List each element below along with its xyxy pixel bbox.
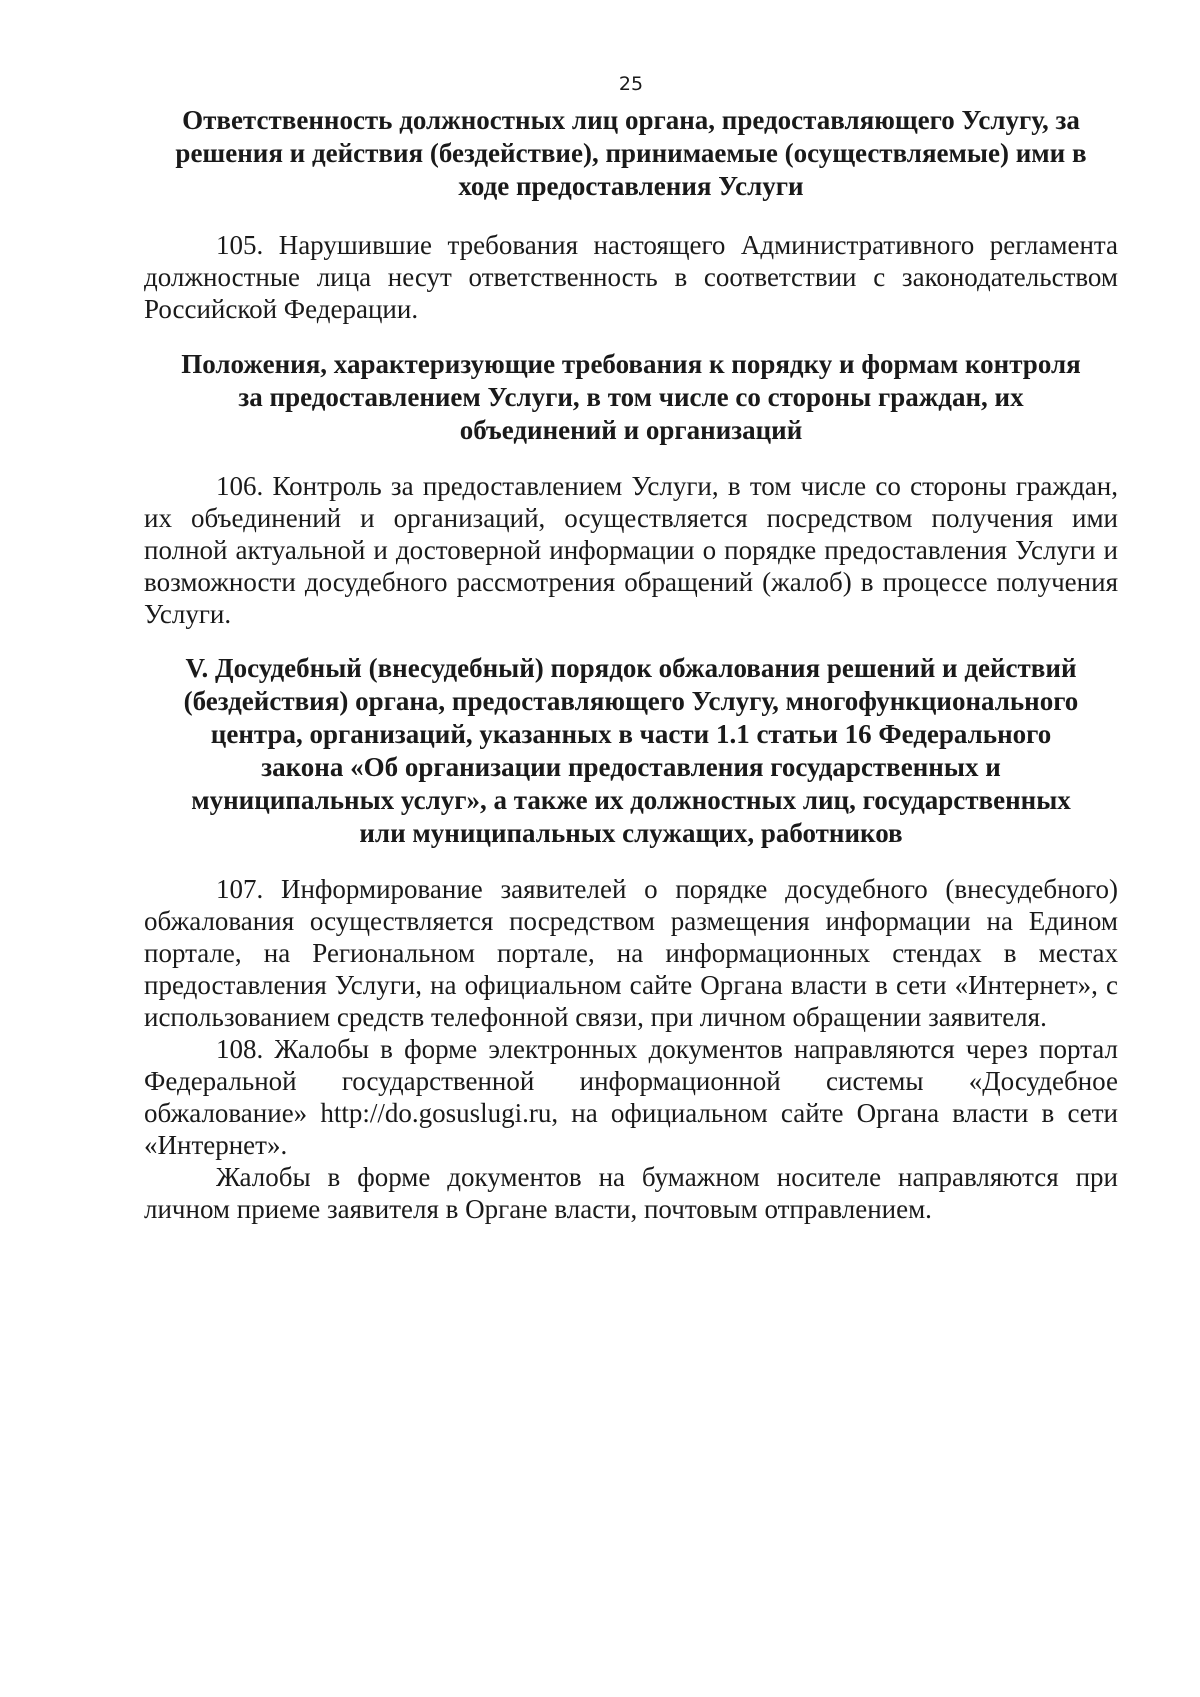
paragraph-107: 107. Информирование заявителей о порядке досудебного (внесудебного) обжалования осуществляется посредством размещения информации на Едином портале, на Региональном портале, на информационных стендах в местах предоставления Услуги, на официальном сайте Органа власти в сети «Интернет», с использованием средств телефонной связи, при личном обращении заявителя. xyxy=(144,874,1118,1032)
heading-line: за предоставлением Услуги, в том числе со стороны граждан, их xyxy=(238,382,1024,412)
heading-line: ходе предоставления Услуги xyxy=(458,171,804,201)
heading-line: Ответственность должностных лиц органа, предоставляющего Услугу, за xyxy=(182,105,1080,135)
document-body xyxy=(144,104,1118,1225)
paragraph-106: 106. Контроль за предоставлением Услуги, в том числе со стороны граждан, их объединений и организаций, осуществляется посредством получения ими полной актуальной и достоверной информации о порядке предоставления Услуги и возможности досудебного рассмотрения обращений (жалоб) в процессе получения Услуги. xyxy=(144,471,1118,629)
paragraph-paper-complaints: Жалобы в форме документов на бумажном носителе направляются при личном приеме заявителя в Органе власти, почтовым отправлением. xyxy=(144,1162,1118,1224)
section-heading-control-provisions xyxy=(144,348,1118,447)
heading-line: муниципальных услуг», а также их должностных лиц, государственных xyxy=(191,785,1071,815)
heading-line: объединений и организаций xyxy=(459,415,803,445)
heading-line: или муниципальных служащих, работников xyxy=(359,818,903,848)
page-number: 25 xyxy=(618,73,644,95)
heading-line: закона «Об организации предоставления государственных и xyxy=(261,752,1001,782)
heading-line: решения и действия (бездействие), принимаемые (осуществляемые) ими в xyxy=(175,138,1087,168)
section-heading-pretrial-appeal xyxy=(144,652,1118,850)
heading-line: Положения, характеризующие требования к порядку и формам контроля xyxy=(181,349,1081,379)
heading-line: V. Досудебный (внесудебный) порядок обжалования решений и действий xyxy=(185,653,1077,683)
heading-line: (бездействия) органа, предоставляющего Услугу, многофункционального xyxy=(183,686,1079,716)
section-heading-officials-responsibility xyxy=(144,104,1118,203)
paragraph-105: 105. Нарушившие требования настоящего Административного регламента должностные лица несут ответственность в соответствии с законодательством Российской Федерации. xyxy=(144,230,1118,324)
heading-line: центра, организаций, указанных в части 1.1 статьи 16 Федерального xyxy=(210,719,1052,749)
paragraph-108: 108. Жалобы в форме электронных документов направляются через портал Федеральной государственной информационной системы «Досудебное обжалование» http://do.gosuslugi.ru, на официальном сайте Органа власти в сети «Интернет». xyxy=(144,1034,1118,1160)
